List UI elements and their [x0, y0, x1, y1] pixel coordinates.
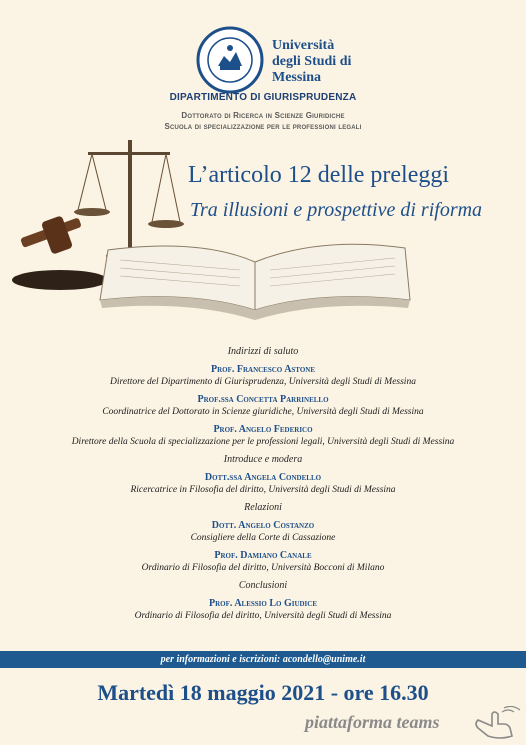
- speaker-role: Ordinario di Filosofia del diritto, Università Bocconi di Milano: [141, 563, 385, 573]
- speaker-role: Direttore del Dipartimento di Giurisprudenza, Università degli Studi di Messina: [110, 377, 416, 387]
- university-name-line2: degli Studi di: [272, 54, 352, 69]
- speaker-name: Prof. Alessio Lo Giudice: [208, 598, 318, 609]
- conclusions-label: Conclusioni: [238, 580, 288, 591]
- doctorate-line: Dottorato di Ricerca in Scienze Giuridiche: [181, 111, 345, 120]
- university-seal-icon: [196, 26, 264, 94]
- talks-section: [0, 502, 526, 574]
- moderator-section: [0, 454, 526, 496]
- speaker-name: Prof. Angelo Federico: [213, 424, 313, 435]
- talks-label: Relazioni: [244, 502, 282, 513]
- speaker-name: Prof. Francesco Astone: [210, 364, 316, 375]
- speaker-role: Ricercatrice in Filosofia del diritto, Università degli Studi di Messina: [130, 485, 396, 495]
- conclusions-section: [0, 580, 526, 622]
- info-bar: per informazioni e iscrizioni: acondello@unime.it: [0, 651, 526, 668]
- department-name: DIPARTIMENTO DI GIURISPRUDENZA: [169, 92, 357, 103]
- moderator-label: Introduce e modera: [223, 454, 303, 465]
- event-date: Martedì 18 maggio 2021 - ore 16.30: [97, 680, 429, 705]
- speaker-role: Coordinatrice del Dottorato in Scienze giuridiche, Università degli Studi di Messina: [102, 407, 424, 417]
- speaker-name: Dott.ssa Angela Condello: [204, 472, 322, 483]
- event-title: L’articolo 12 delle preleggi: [188, 162, 450, 188]
- school-line: Scuola di specializzazione per le professioni legali: [164, 122, 362, 131]
- platform-label: piattaforma teams: [305, 712, 440, 732]
- greetings-label: Indirizzi di saluto: [227, 346, 299, 357]
- program: [0, 340, 526, 628]
- university-name: [272, 38, 351, 86]
- speaker-role: Direttore della Scuola di specializzazione per le professioni legali, Università degli Studi di Messina: [71, 437, 455, 447]
- speaker-name: Prof.ssa Concetta Parrinello: [197, 394, 329, 405]
- speaker-role: Ordinario di Filosofia del diritto, Università degli Studi di Messina: [134, 611, 392, 621]
- university-name-line1: Università: [272, 38, 335, 53]
- hand-pointer-icon: [470, 706, 524, 740]
- speaker-role: Consigliere della Corte di Cassazione: [190, 533, 336, 543]
- speaker-name: Prof. Damiano Canale: [214, 550, 312, 561]
- speaker-name: Dott. Angelo Costanzo: [211, 520, 315, 531]
- greetings-section: [0, 346, 526, 448]
- event-subtitle: Tra illusioni e prospettive di riforma: [190, 199, 483, 221]
- university-name-line3: Messina: [272, 70, 321, 85]
- header: [0, 18, 526, 88]
